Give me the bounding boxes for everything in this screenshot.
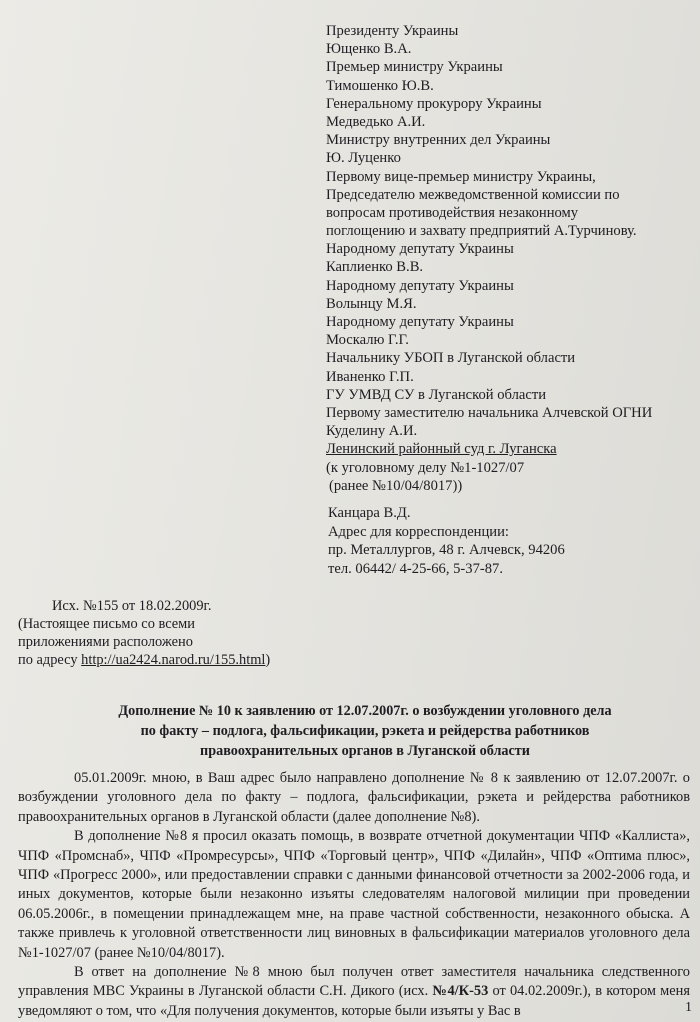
addressee-line: Куделину А.И. [326, 423, 418, 440]
addressee-line: Ющенко В.А. [326, 41, 412, 58]
paragraph [18, 963, 690, 1021]
addressee-line: Первому заместителю начальника Алчевской ОГНИ [326, 404, 653, 421]
heading-line: Дополнение № 10 к заявлению от 12.07.2007г. о возбуждении уголовного дела [118, 703, 612, 719]
addressee-line: ГУ УМВД СУ в Луганской области [326, 386, 547, 403]
outgoing-number: Исх. №155 от 18.02.2009г. [52, 598, 212, 614]
addressee-line: Ю. Луценко [326, 150, 401, 167]
outgoing-block [18, 597, 270, 669]
addressee-line: Министру внутренних дел Украины [326, 132, 551, 149]
sender-address: пр. Металлургов, 48 г. Алчевск, 94206 [328, 542, 565, 559]
addressee-line: Тимошенко Ю.В. [326, 77, 434, 94]
addressee-line: Москалю Г.Г. [326, 332, 409, 349]
document-url-link[interactable]: http://ua2424.narod.ru/155.html [81, 652, 266, 668]
document-body [18, 769, 690, 1021]
addressee-line: Первому вице-премьер министру Украины, [326, 168, 596, 185]
outgoing-note-line: (Настоящее письмо со всеми [18, 616, 195, 632]
addressee-line: Начальнику УБОП в Луганской области [326, 350, 576, 367]
addressee-line: Народному депутату Украины [326, 241, 514, 258]
sender-address-label: Адрес для корреспонденции: [328, 523, 509, 540]
addressee-line: Председателю межведомственной комиссии по [326, 186, 620, 203]
addressee-line: Премьер министру Украины [326, 59, 503, 76]
case-old-number: (ранее №10/04/8017)) [329, 477, 463, 494]
addressee-block [326, 22, 652, 495]
addressee-line: Генеральному прокурору Украины [326, 95, 542, 112]
paragraph-text: В ответ на дополнение №8 мною был получен ответ заместителя начальника следственного управления МВС Украины в Луганской области С.Н. Дикого (исх. [18, 964, 690, 1000]
addressee-line: Иваненко Г.П. [326, 368, 414, 385]
court-name: Ленинский районный суд г. Луганска [326, 441, 557, 458]
heading-line: по факту – подлога, фальсификации, рэкета и рейдерства работников [140, 723, 590, 739]
sender-block [328, 504, 565, 578]
addressee-line: Каплиенко В.В. [326, 259, 424, 276]
addressee-line: поглощению и захвату предприятий А.Турчинову. [326, 223, 637, 240]
url-suffix: ) [265, 652, 271, 668]
addressee-line: Народному депутату Украины [326, 314, 514, 330]
sender-name: Канцара В.Д. [328, 505, 411, 521]
outgoing-note-line [18, 651, 270, 669]
paragraph: В дополнение №8 я просил оказать помощь, в возврате отчетной документации ЧПФ «Каллиста», ЧПФ «Промснаб», ЧПФ «Промресурсы», ЧПФ «Торговый центр», ЧПФ «Дилайн», ЧПФ «Оптима плюс», ЧПФ «Прогресс 2000», или предоставлении справки с данными финансовой отчетности за 2002-2006 года, и иных документов, которые были незаконно изъяты следователям налоговой милиции при проведении 06.05.2006г., в помещении принадлежащем мне, на праве частной собственности, незаконного обыска. А также привлечь к уголовной ответственности лиц виновных в фальсификации материалов уголовного дела №1-1027/07 (ранее №10/04/8017). [18, 828, 690, 961]
outgoing-note-line: приложениями расположено [18, 634, 193, 650]
paragraph: 05.01.2009г. мною, в Ваш адрес было направлено дополнение № 8 к заявлению от 12.07.2007г. о возбуждении уголовного дела по факту – подлога, фальсификации, рэкета и рейдерства работников правоохранительных органов в Луганской области (далее дополнение №8). [18, 770, 690, 825]
addressee-line: Президенту Украины [326, 23, 459, 39]
addressee-line: вопросам противодействия незаконному [326, 204, 579, 221]
addressee-line: Волынцу М.Я. [326, 295, 417, 312]
paragraph-text: от 04.02.2009г.), в котором меня уведомляют о том, что «Для получения документов, которые были изъяты у Вас в [18, 983, 690, 1019]
page-number: 1 [685, 1000, 692, 1015]
sender-phone: тел. 06442/ 4-25-66, 5-37-87. [328, 560, 503, 577]
case-number: (к уголовному делу №1-1027/07 [326, 459, 525, 476]
document-heading [80, 701, 650, 761]
url-prefix: по адресу [18, 652, 82, 668]
addressee-line: Народному депутату Украины [326, 277, 514, 294]
heading-line: правоохранительных органов в Луганской области [200, 743, 530, 759]
reference-number: №4/К-53 [432, 983, 489, 1000]
addressee-line: Медведько А.И. [326, 113, 426, 130]
